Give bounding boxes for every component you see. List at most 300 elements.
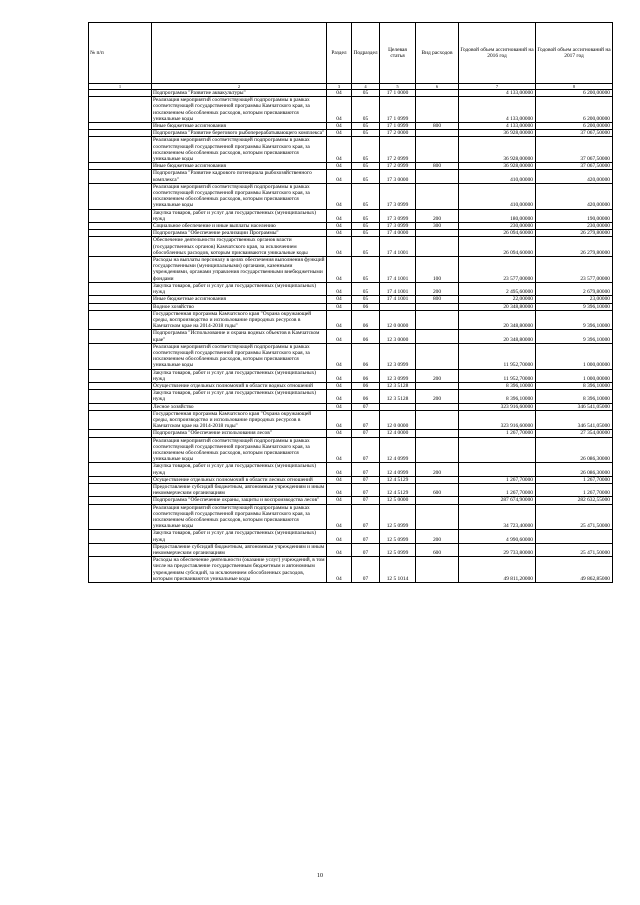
cell-section: 04 [327, 223, 352, 230]
cell-num [89, 530, 152, 543]
cell-target [380, 303, 416, 310]
cell-target: 17 1 0000 [380, 90, 416, 97]
cell-vol2016: 410,00000 [459, 170, 536, 183]
cell-expense [416, 476, 459, 483]
cell-vol2017: 346 541,05000 [536, 410, 613, 430]
cell-vol2016: 26 094,60000 [459, 237, 536, 257]
cell-vol2017 [536, 530, 613, 543]
cell-section: 04 [327, 123, 352, 130]
cell-vol2016: 1 267,70000 [459, 476, 536, 483]
cell-vol2016: 11 952,70000 [459, 369, 536, 382]
cell-num [89, 497, 152, 504]
cell-vol2017: 9 396,10000 [536, 330, 613, 343]
table-row [89, 463, 613, 476]
cell-vol2017: 2 679,80000 [536, 282, 613, 295]
cell-subsection: 05 [352, 183, 380, 209]
cell-subsection: 07 [352, 476, 380, 483]
cell-target: 12 4 0999 [380, 437, 416, 463]
table-row [89, 303, 613, 310]
cell-name: Предоставление субсидий бюджетным, автономным учреждениям и иным некоммерческим организациям [152, 483, 327, 496]
cell-subsection: 06 [352, 390, 380, 403]
cell-section: 04 [327, 557, 352, 583]
cell-expense [416, 410, 459, 430]
cell-num [89, 223, 152, 230]
cell-target: 17 2 0999 [380, 163, 416, 170]
cell-name: Водное хозяйство [152, 303, 327, 310]
cell-num [89, 369, 152, 382]
document-page [88, 22, 612, 583]
cell-subsection: 05 [352, 130, 380, 137]
table-row [89, 557, 613, 583]
cell-vol2016: 26 094,60000 [459, 230, 536, 237]
cell-name: Осуществление отдельных полномочий в области лесных отношений [152, 476, 327, 483]
cell-target: 17 2 0999 [380, 137, 416, 163]
cell-name: Предоставление субсидий бюджетным, автономным учреждениям и иным некоммерческим организациям [152, 543, 327, 556]
cell-expense: 600 [416, 543, 459, 556]
cell-num [89, 183, 152, 209]
cell-expense [416, 497, 459, 504]
cell-vol2016: 8 396,10000 [459, 390, 536, 403]
cell-expense [416, 97, 459, 123]
cell-section: 04 [327, 410, 352, 430]
cell-num [89, 430, 152, 437]
cell-num [89, 390, 152, 403]
cell-name: Осуществление отдельных полномочий в области водных отношений [152, 382, 327, 389]
table-row [89, 483, 613, 496]
cell-name: Подпрограмма "Развитие кадрового потенциала рыбохозяйственного комплекса" [152, 170, 327, 183]
cell-name: Государственная программа Камчатского края "Охрана окружающей среды, воспроизводство и использование природных ресурсов в Камчатском крае на 2014-2018 годы" [152, 410, 327, 430]
header-target: Целевая статья [380, 23, 416, 84]
cell-expense [416, 310, 459, 330]
cell-num [89, 257, 152, 283]
cell-vol2016 [459, 437, 536, 463]
cell-expense [416, 330, 459, 343]
cell-subsection: 05 [352, 97, 380, 123]
cell-vol2016: 230,00000 [459, 223, 536, 230]
table-row [89, 430, 613, 437]
cell-name: Иные бюджетные ассигнования [152, 123, 327, 130]
cell-vol2017: 1 000,00000 [536, 343, 613, 369]
cell-vol2017: 25 471,50000 [536, 504, 613, 530]
table-row [89, 437, 613, 463]
cell-name: Закупка товаров, работ и услуг для государственных (муниципальных) нужд [152, 209, 327, 222]
cell-expense: 200 [416, 282, 459, 295]
cell-num [89, 170, 152, 183]
cell-name: Закупка товаров, работ и услуг для государственных (муниципальных) нужд [152, 282, 327, 295]
cell-section: 04 [327, 183, 352, 209]
table-row [89, 257, 613, 283]
column-number: 7 [459, 84, 536, 90]
cell-section: 04 [327, 296, 352, 303]
cell-vol2017: 1 267,70000 [536, 476, 613, 483]
cell-vol2016: 36 928,00000 [459, 137, 536, 163]
cell-expense [416, 437, 459, 463]
cell-subsection: 07 [352, 410, 380, 430]
cell-target: 17 3 0999 [380, 209, 416, 222]
cell-section: 04 [327, 230, 352, 237]
cell-section: 04 [327, 130, 352, 137]
cell-num [89, 137, 152, 163]
cell-target: 17 1 0999 [380, 97, 416, 123]
cell-target: 12 3 0999 [380, 369, 416, 382]
cell-vol2016: 2 495,60000 [459, 282, 536, 295]
cell-name: Реализация мероприятий соответствующей подпрограммы в рамках соответствующей государственной программы Камчатского края, за исключением обособленных расходов, которым присваиваются уникальные коды [152, 437, 327, 463]
cell-expense: 200 [416, 369, 459, 382]
header-section: Раздел [327, 23, 352, 84]
table-row [89, 497, 613, 504]
cell-section: 04 [327, 170, 352, 183]
cell-subsection: 06 [352, 310, 380, 330]
cell-vol2017: 6 200,00000 [536, 90, 613, 97]
cell-vol2017: 9 396,10000 [536, 303, 613, 310]
page-number: 10 [317, 873, 323, 879]
column-number: 6 [416, 84, 459, 90]
cell-expense [416, 504, 459, 530]
table-row [89, 223, 613, 230]
cell-name: Социальное обеспечение и иные выплаты населению [152, 223, 327, 230]
column-number: 8 [536, 84, 613, 90]
cell-vol2016: 23 577,00000 [459, 257, 536, 283]
cell-num [89, 557, 152, 583]
cell-vol2017: 26 086,30000 [536, 437, 613, 463]
cell-num [89, 330, 152, 343]
cell-vol2017: 9 396,10000 [536, 310, 613, 330]
cell-subsection: 05 [352, 296, 380, 303]
cell-subsection: 05 [352, 90, 380, 97]
cell-section: 04 [327, 483, 352, 496]
header-subsection: Подраздел [352, 23, 380, 84]
table-row [89, 123, 613, 130]
table-row [89, 330, 613, 343]
table-row [89, 310, 613, 330]
cell-expense [416, 303, 459, 310]
table-row [89, 403, 613, 410]
column-number: 5 [380, 84, 416, 90]
cell-expense: 800 [416, 296, 459, 303]
cell-target: 12 4 0000 [380, 430, 416, 437]
table-row [89, 130, 613, 137]
cell-subsection: 05 [352, 230, 380, 237]
cell-vol2017: 346 541,05000 [536, 403, 613, 410]
cell-target: 17 4 1001 [380, 237, 416, 257]
cell-num [89, 282, 152, 295]
cell-num [89, 209, 152, 222]
cell-target: 17 4 1001 [380, 257, 416, 283]
cell-subsection: 07 [352, 430, 380, 437]
cell-vol2017: 1 267,70000 [536, 483, 613, 496]
cell-expense: 300 [416, 223, 459, 230]
cell-section: 04 [327, 369, 352, 382]
cell-target: 12 0 0000 [380, 310, 416, 330]
cell-num [89, 90, 152, 97]
cell-vol2016: 34 723,40000 [459, 504, 536, 530]
cell-subsection: 06 [352, 330, 380, 343]
table-row [89, 410, 613, 430]
cell-expense [416, 170, 459, 183]
cell-vol2017: 23 577,00000 [536, 257, 613, 283]
cell-vol2017: 282 632,55000 [536, 497, 613, 504]
cell-name: Закупка товаров, работ и услуг для государственных (муниципальных) нужд [152, 530, 327, 543]
cell-vol2016: 29 733,80000 [459, 543, 536, 556]
cell-section: 04 [327, 390, 352, 403]
cell-section: 04 [327, 504, 352, 530]
cell-expense: 100 [416, 257, 459, 283]
cell-vol2016: 323 916,60000 [459, 410, 536, 430]
cell-subsection: 06 [352, 343, 380, 369]
cell-subsection: 07 [352, 557, 380, 583]
cell-name: Государственная программа Камчатского края "Охрана окружающей среды, воспроизводство и использование природных ресурсов в Камчатском крае на 2014-2018 годы" [152, 310, 327, 330]
cell-target: 12 5 0999 [380, 530, 416, 543]
cell-expense: 800 [416, 123, 459, 130]
cell-section: 04 [327, 282, 352, 295]
cell-vol2017: 190,00000 [536, 209, 613, 222]
cell-subsection: 05 [352, 163, 380, 170]
cell-section: 04 [327, 476, 352, 483]
cell-section: 04 [327, 209, 352, 222]
cell-expense: 600 [416, 483, 459, 496]
cell-subsection: 07 [352, 437, 380, 463]
cell-subsection: 06 [352, 382, 380, 389]
cell-section: 04 [327, 97, 352, 123]
cell-target: 17 4 0000 [380, 230, 416, 237]
cell-expense [416, 137, 459, 163]
cell-target: 17 3 0999 [380, 183, 416, 209]
cell-vol2016: 49 811,20000 [459, 557, 536, 583]
cell-vol2016: 1 267,70000 [459, 430, 536, 437]
cell-vol2017: 6 200,00000 [536, 123, 613, 130]
cell-name: Реализация мероприятий соответствующей подпрограммы в рамках соответствующей государственной программы Камчатского края, за исключением обособленных расходов, которым присваиваются уникальные коды [152, 183, 327, 209]
cell-vol2016: 4 133,00000 [459, 90, 536, 97]
cell-subsection: 07 [352, 463, 380, 476]
cell-name: Реализация мероприятий соответствующей подпрограммы в рамках соответствующей государственной программы Камчатского края, за исключением обособленных расходов, которым присваиваются уникальные коды [152, 137, 327, 163]
cell-num [89, 163, 152, 170]
cell-num [89, 310, 152, 330]
cell-vol2016: 22,00000 [459, 296, 536, 303]
cell-name: Подпрограмма "Обеспечение охраны, защиты и воспроизводства лесов" [152, 497, 327, 504]
cell-expense [416, 343, 459, 369]
table-row [89, 237, 613, 257]
cell-target: 12 5 0000 [380, 497, 416, 504]
cell-vol2017: 1 000,00000 [536, 369, 613, 382]
cell-num [89, 97, 152, 123]
cell-name: Закупка товаров, работ и услуг для государственных (муниципальных) нужд [152, 390, 327, 403]
table-row [89, 543, 613, 556]
table-row [89, 476, 613, 483]
cell-expense [416, 230, 459, 237]
cell-expense: 800 [416, 163, 459, 170]
cell-subsection: 07 [352, 483, 380, 496]
cell-vol2017: 49 862,85000 [536, 557, 613, 583]
cell-vol2016: 4 133,00000 [459, 123, 536, 130]
cell-section: 04 [327, 310, 352, 330]
cell-section: 04 [327, 530, 352, 543]
table-row [89, 504, 613, 530]
cell-num [89, 463, 152, 476]
table-row [89, 209, 613, 222]
table-row [89, 183, 613, 209]
cell-subsection: 06 [352, 303, 380, 310]
cell-vol2017: 420,00000 [536, 183, 613, 209]
cell-target: 12 3 0000 [380, 330, 416, 343]
cell-subsection: 05 [352, 170, 380, 183]
cell-section: 04 [327, 343, 352, 369]
table-row [89, 530, 613, 543]
cell-name: Иные бюджетные ассигнования [152, 163, 327, 170]
cell-vol2016: 287 674,90000 [459, 497, 536, 504]
cell-vol2016: 36 928,00000 [459, 163, 536, 170]
cell-target [380, 403, 416, 410]
cell-vol2017: 8 396,10000 [536, 390, 613, 403]
table-row [89, 170, 613, 183]
cell-target: 12 3 0999 [380, 343, 416, 369]
cell-subsection: 07 [352, 543, 380, 556]
table-row [89, 343, 613, 369]
cell-num [89, 296, 152, 303]
column-number: 4 [352, 84, 380, 90]
cell-name: Расходы на выплаты персоналу в целях обеспечения выполнения функций государственными (муниципальными) органами, казенными учреждениями, органами управления государственными внебюджетными фондами [152, 257, 327, 283]
cell-num [89, 504, 152, 530]
cell-expense [416, 382, 459, 389]
cell-section: 04 [327, 330, 352, 343]
cell-name: Подпрограмма "Развитие берегового рыбоперерабатывающего комплекса" [152, 130, 327, 137]
cell-expense [416, 237, 459, 257]
cell-vol2016: 20 348,80000 [459, 303, 536, 310]
table-row [89, 282, 613, 295]
cell-expense [416, 90, 459, 97]
cell-vol2016: 4 990,60000 [459, 530, 536, 543]
cell-vol2016: 20 348,80000 [459, 330, 536, 343]
cell-name: Подпрограмма "Обеспечение использования лесов" [152, 430, 327, 437]
cell-section: 04 [327, 403, 352, 410]
table-row [89, 390, 613, 403]
cell-expense [416, 130, 459, 137]
cell-expense: 200 [416, 390, 459, 403]
cell-vol2016: 410,00000 [459, 183, 536, 209]
cell-num [89, 483, 152, 496]
cell-target: 12 5 1014 [380, 557, 416, 583]
cell-num [89, 476, 152, 483]
cell-section: 04 [327, 382, 352, 389]
cell-subsection: 07 [352, 504, 380, 530]
cell-section: 04 [327, 430, 352, 437]
cell-name: Подпрограмма "Развитие аквакультуры" [152, 90, 327, 97]
table-row [89, 163, 613, 170]
cell-num [89, 303, 152, 310]
cell-name: Закупка товаров, работ и услуг для государственных (муниципальных) нужд [152, 369, 327, 382]
cell-vol2017: 6 200,00000 [536, 97, 613, 123]
cell-subsection: 05 [352, 123, 380, 130]
cell-name: Обеспечение деятельности государственных органов власти (государственных органов) Камчатского края, за исключением обособленных расходов, которым присваиваются уникальные коды [152, 237, 327, 257]
cell-subsection: 07 [352, 497, 380, 504]
cell-subsection: 05 [352, 282, 380, 295]
cell-name: Лесное хозяйство [152, 403, 327, 410]
cell-expense [416, 183, 459, 209]
cell-target: 12 4 5129 [380, 483, 416, 496]
cell-target: 12 5 0999 [380, 504, 416, 530]
cell-name: Закупка товаров, работ и услуг для государственных (муниципальных) нужд [152, 463, 327, 476]
cell-num [89, 382, 152, 389]
cell-expense [416, 557, 459, 583]
cell-vol2016: 180,00000 [459, 209, 536, 222]
table-row [89, 137, 613, 163]
cell-section: 04 [327, 257, 352, 283]
cell-section: 04 [327, 237, 352, 257]
cell-name: Подпрограмма "Использование и охрана водных объектов в Камчатском крае" [152, 330, 327, 343]
table-row [89, 296, 613, 303]
cell-vol2017: 26 086,30000 [536, 463, 613, 476]
cell-vol2016: 1 267,70000 [459, 483, 536, 496]
cell-name: Реализация мероприятий соответствующей подпрограммы в рамках соответствующей государственной программы Камчатского края, за исключением обособленных расходов, которым присваиваются уникальные коды [152, 504, 327, 530]
cell-num [89, 403, 152, 410]
table-row [89, 230, 613, 237]
cell-subsection: 05 [352, 257, 380, 283]
header-num: № п/п [89, 23, 152, 84]
cell-section: 04 [327, 90, 352, 97]
cell-vol2017: 420,00000 [536, 170, 613, 183]
cell-vol2016: 323 916,60000 [459, 403, 536, 410]
cell-num [89, 230, 152, 237]
cell-expense: 200 [416, 530, 459, 543]
cell-section: 04 [327, 303, 352, 310]
header-vol2016: Годовой объем ассигнований на 2016 год [459, 23, 536, 84]
budget-table [88, 22, 613, 583]
cell-name: Иные бюджетные ассигнования [152, 296, 327, 303]
cell-vol2017: 37 067,50000 [536, 130, 613, 137]
cell-subsection: 07 [352, 530, 380, 543]
cell-subsection: 05 [352, 223, 380, 230]
cell-expense [416, 430, 459, 437]
cell-vol2017: 23,00000 [536, 296, 613, 303]
cell-num [89, 437, 152, 463]
cell-name: Реализация мероприятий соответствующей подпрограммы в рамках соответствующей государственной программы Камчатского края, за исключением обособленных расходов, которым присваиваются уникальные коды [152, 97, 327, 123]
column-number: 3 [327, 84, 352, 90]
cell-target: 17 3 0999 [380, 223, 416, 230]
cell-num [89, 343, 152, 369]
cell-vol2017: 25 471,50000 [536, 543, 613, 556]
cell-section: 04 [327, 543, 352, 556]
cell-section: 04 [327, 497, 352, 504]
table-row [89, 97, 613, 123]
cell-section: 04 [327, 463, 352, 476]
cell-vol2016: 8 396,10000 [459, 382, 536, 389]
cell-vol2017: 230,00000 [536, 223, 613, 230]
cell-vol2017: 26 279,80000 [536, 237, 613, 257]
cell-num [89, 237, 152, 257]
cell-vol2016 [459, 463, 536, 476]
cell-subsection: 05 [352, 209, 380, 222]
header-vol2017: Годовой объем ассигнований на 2017 год [536, 23, 613, 84]
cell-name: Подпрограмма "Обеспечение реализации Программы" [152, 230, 327, 237]
cell-subsection: 05 [352, 237, 380, 257]
cell-vol2016: 11 952,70000 [459, 343, 536, 369]
cell-expense [416, 403, 459, 410]
table-header-row [89, 23, 613, 84]
table-row [89, 382, 613, 389]
cell-target: 17 4 1001 [380, 282, 416, 295]
cell-num [89, 130, 152, 137]
cell-vol2016: 4 133,00000 [459, 97, 536, 123]
cell-name: Расходы на обеспечение деятельности (оказание услуг) учреждений, в том числе на предоставление государственным бюджетным и автономным учреждениям субсидий, за исключением обособленных расходов, которым присваиваются уникальные коды [153, 557, 325, 582]
column-number: 1 [89, 84, 152, 90]
column-number: 2 [152, 84, 327, 90]
cell-name: Реализация мероприятий соответствующей подпрограммы в рамках соответствующей государственной программы Камчатского края, за исключением обособленных расходов, которым присваиваются уникальные коды [152, 343, 327, 369]
cell-expense: 200 [416, 209, 459, 222]
cell-vol2017: 8 396,10000 [536, 382, 613, 389]
cell-subsection: 07 [352, 403, 380, 410]
cell-vol2017: 37 067,50000 [536, 163, 613, 170]
cell-vol2016: 20 348,80000 [459, 310, 536, 330]
cell-target: 12 4 0999 [380, 463, 416, 476]
